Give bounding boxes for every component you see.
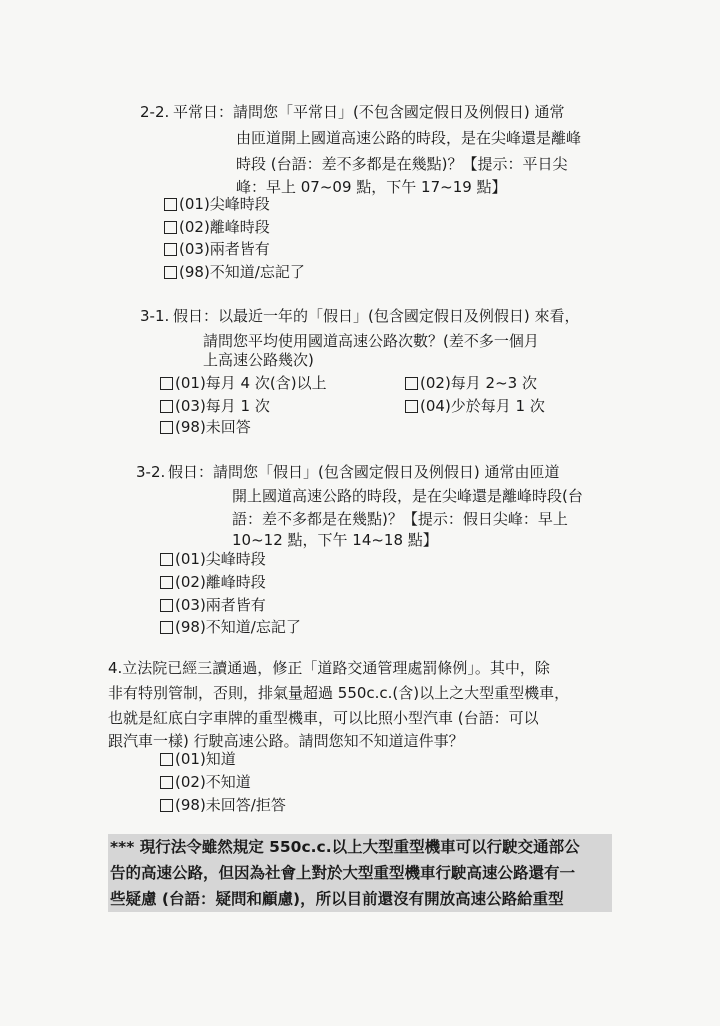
option-checkbox[interactable] [160, 794, 286, 817]
checkbox-icon[interactable] [164, 266, 177, 279]
option-checkbox[interactable] [164, 216, 270, 239]
option-checkbox[interactable] [160, 616, 301, 639]
question-text-line: 由匝道開上國道高速公路的時段，是在尖峰還是離峰 [236, 129, 582, 147]
question-number: 3-1. [140, 307, 170, 325]
question-text-line: 非有特別管制，否則，排氣量超過 550c.c.(含)以上之大型重型機車， [108, 684, 570, 702]
question-text-line: 請問您平均使用國道高速公路次數？(差不多一個月 [203, 332, 539, 350]
option-checkbox[interactable] [160, 571, 266, 594]
question-text-line: 上高速公路幾次) [203, 351, 314, 369]
checkbox-icon[interactable] [160, 576, 173, 589]
option-checkbox[interactable] [160, 416, 251, 439]
question-text-line: 10~12 點，下午 14~18 點】 [232, 531, 438, 549]
option-label: (03)兩者皆有 [179, 240, 270, 258]
option-checkbox[interactable] [160, 372, 327, 395]
question-text-line: 假日：以最近一年的「假日」(包含國定假日及例假日) 來看， [173, 307, 580, 325]
question-text-line: 語：差不多都是在幾點)？【提示：假日尖峰：早上 [232, 510, 568, 528]
option-checkbox[interactable] [160, 548, 266, 571]
question-text-line: 平常日：請問您「平常日」(不包含國定假日及例假日) 通常 [173, 103, 565, 121]
option-label: (98)未回答/拒答 [175, 796, 286, 814]
checkbox-icon[interactable] [164, 221, 177, 234]
option-checkbox[interactable] [160, 748, 236, 771]
option-label: (01)尖峰時段 [179, 195, 270, 213]
checkbox-icon[interactable] [160, 377, 173, 390]
checkbox-icon[interactable] [160, 599, 173, 612]
option-label: (98)未回答 [175, 418, 251, 436]
option-label: (01)每月 4 次(含)以上 [175, 374, 327, 392]
checkbox-icon[interactable] [160, 553, 173, 566]
option-label: (02)不知道 [175, 773, 251, 791]
option-label: (98)不知道/忘記了 [175, 618, 301, 636]
checkbox-icon[interactable] [160, 799, 173, 812]
question-text-line: 跟汽車一樣) 行駛高速公路。請問您知不知道這件事？ [108, 732, 464, 750]
note-line: 告的高速公路，但因為社會上對於大型重型機車行駛高速公路還有一 [108, 860, 612, 886]
option-checkbox[interactable] [164, 261, 305, 284]
option-label: (98)不知道/忘記了 [179, 263, 305, 281]
question-text-line: 峰：早上 07~09 點，下午 17~19 點】 [236, 178, 507, 196]
option-checkbox[interactable] [405, 372, 537, 395]
option-label: (02)離峰時段 [175, 573, 266, 591]
option-label: (03)兩者皆有 [175, 596, 266, 614]
checkbox-icon[interactable] [160, 776, 173, 789]
option-label: (03)每月 1 次 [175, 397, 270, 415]
checkbox-icon[interactable] [160, 400, 173, 413]
option-checkbox[interactable] [164, 238, 270, 261]
question-number: 3-2. [136, 463, 166, 481]
checkbox-icon[interactable] [164, 243, 177, 256]
option-checkbox[interactable] [160, 771, 251, 794]
question-number: 2-2. [140, 103, 170, 121]
checkbox-icon[interactable] [164, 198, 177, 211]
question-text-line: 也就是紅底白字車牌的重型機車，可以比照小型汽車 (台語：可以 [108, 709, 539, 727]
option-checkbox[interactable] [405, 395, 545, 418]
option-label: (04)少於每月 1 次 [420, 397, 545, 415]
checkbox-icon[interactable] [160, 421, 173, 434]
option-checkbox[interactable] [160, 395, 270, 418]
note-line: 些疑慮 (台語：疑問和顧慮)，所以目前還沒有開放高速公路給重型 [108, 886, 612, 912]
option-checkbox[interactable] [160, 594, 266, 617]
question-text-line: 時段 (台語：差不多都是在幾點)？【提示：平日尖 [236, 155, 568, 173]
question-text-line: 假日：請問您「假日」(包含國定假日及例假日) 通常由匝道 [168, 463, 560, 481]
question-text-line: 開上國道高速公路的時段，是在尖峰還是離峰時段(台 [232, 487, 583, 505]
option-label: (01)知道 [175, 750, 236, 768]
option-label: (02)每月 2~3 次 [420, 374, 537, 392]
note-line: *** 現行法令雖然規定 550c.c.以上大型重型機車可以行駛交通部公 [108, 834, 612, 860]
question-text-line: 4.立法院已經三讀通過，修正「道路交通管理處罰條例」。其中，除 [108, 659, 550, 677]
checkbox-icon[interactable] [405, 377, 418, 390]
option-label: (02)離峰時段 [179, 218, 270, 236]
checkbox-icon[interactable] [160, 753, 173, 766]
option-checkbox[interactable] [164, 193, 270, 216]
checkbox-icon[interactable] [160, 621, 173, 634]
option-label: (01)尖峰時段 [175, 550, 266, 568]
checkbox-icon[interactable] [405, 400, 418, 413]
